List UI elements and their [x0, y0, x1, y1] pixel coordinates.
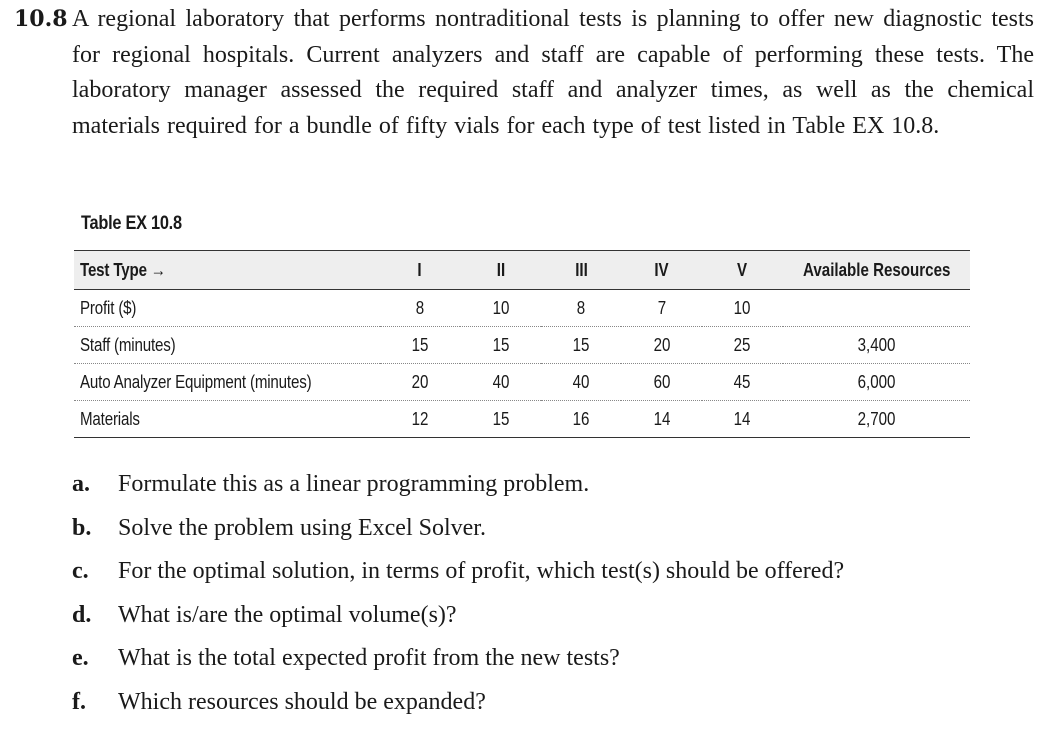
- table-cell-available: 6,000: [783, 364, 970, 401]
- table-row-analyzer: [74, 364, 970, 401]
- table-cell: 60: [621, 364, 702, 401]
- table-header-row: [74, 251, 970, 290]
- table-cell-available: 2,700: [783, 401, 970, 438]
- table-cell: 45: [702, 364, 783, 401]
- table-row-profit: [74, 290, 970, 327]
- question-item: [72, 550, 844, 594]
- table-cell: 40: [541, 364, 622, 401]
- question-item: [72, 681, 844, 725]
- header-test-iv: IV: [654, 259, 669, 280]
- table-cell: 7: [621, 290, 702, 327]
- table-cell: 12: [380, 401, 461, 438]
- problem-number: 10.8: [14, 6, 68, 32]
- question-letter: d.: [72, 601, 92, 628]
- question-letter: b.: [72, 514, 92, 541]
- question-item: [72, 507, 844, 551]
- question-item: [72, 594, 844, 638]
- table-cell-available: [783, 290, 970, 327]
- table-cell: 15: [541, 327, 622, 364]
- row-label: Auto Analyzer Equipment (minutes): [74, 364, 380, 401]
- table-cell: 14: [621, 401, 702, 438]
- table-cell: 8: [541, 290, 622, 327]
- question-text: For the optimal solution, in terms of profit, which test(s) should be offered?: [118, 558, 845, 584]
- table-cell: 15: [380, 327, 461, 364]
- header-available-resources: Available Resources: [802, 259, 950, 280]
- row-label: Staff (minutes): [74, 327, 380, 364]
- question-letter: c.: [72, 558, 89, 584]
- table-cell: 10: [702, 290, 783, 327]
- table-cell: 14: [702, 401, 783, 438]
- question-letter: a.: [72, 471, 90, 497]
- question-text: Which resources should be expanded?: [118, 688, 486, 715]
- row-label: Profit ($): [74, 290, 380, 327]
- question-text: Solve the problem using Excel Solver.: [118, 514, 486, 541]
- question-text: What is/are the optimal volume(s)?: [118, 601, 457, 628]
- table-cell-available: 3,400: [783, 327, 970, 364]
- table-cell: 10: [460, 290, 541, 327]
- header-test-iii: III: [574, 259, 588, 280]
- question-letter: e.: [72, 645, 89, 671]
- problem-text: A regional laboratory that performs nontraditional tests is planning to offer new diagnostic tests for regional hospitals. Current analyzers and staff are capable of performing these tests. The laboratory manager assessed the required staff and analyzer times, as well as the chemical materials required for a bundle of fifty vials for each type of test listed in Table EX 10.8.: [72, 6, 1034, 139]
- resource-table: [74, 250, 970, 438]
- table-cell: 40: [460, 364, 541, 401]
- question-text: Formulate this as a linear programming problem.: [118, 471, 590, 497]
- table-cell: 15: [460, 401, 541, 438]
- table-row-materials: [74, 401, 970, 438]
- question-letter: f.: [72, 688, 86, 715]
- table-cell: 16: [541, 401, 622, 438]
- header-test-ii: II: [496, 259, 505, 280]
- table-cell: 25: [702, 327, 783, 364]
- table-cell: 15: [460, 327, 541, 364]
- table-cell: 20: [621, 327, 702, 364]
- table-cell: 20: [380, 364, 461, 401]
- table-cell: 8: [380, 290, 461, 327]
- table-caption: Table EX 10.8: [81, 213, 182, 234]
- question-item: [72, 637, 844, 681]
- problem-statement: [14, 2, 1034, 144]
- table-row-staff: [74, 327, 970, 364]
- question-list: [72, 463, 844, 724]
- header-test-v: V: [737, 259, 748, 280]
- question-item: [72, 463, 844, 507]
- question-text: What is the total expected profit from the new tests?: [118, 645, 620, 671]
- header-test-type: Test Type →: [80, 259, 166, 280]
- header-test-i: I: [417, 259, 423, 280]
- row-label: Materials: [74, 401, 380, 438]
